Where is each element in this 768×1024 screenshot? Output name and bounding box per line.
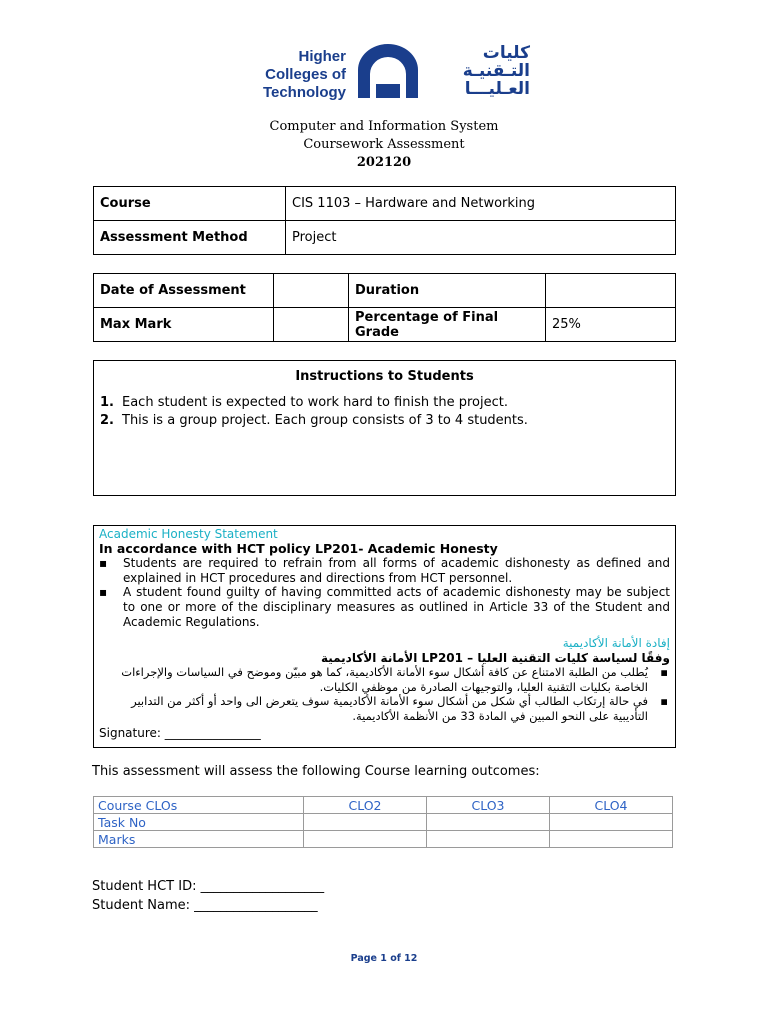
table-cell <box>427 814 550 831</box>
date-label: Date of Assessment <box>94 274 274 308</box>
logo-line: التـقنيـة <box>462 61 530 81</box>
table-cell: CLO4 <box>550 797 673 814</box>
bullet-icon: ▪ <box>99 556 108 571</box>
percentage-value: 25% <box>546 308 676 342</box>
hct-logo-icon <box>356 44 420 100</box>
bullet-icon: ▪ <box>660 665 668 680</box>
table-cell <box>550 814 673 831</box>
clo-table <box>93 796 673 848</box>
page-number: Page 1 of 12 <box>350 953 418 964</box>
bullet-icon: ▪ <box>99 585 108 600</box>
honesty-box <box>93 525 676 748</box>
logo-line: Colleges of <box>265 66 346 83</box>
table-cell <box>427 831 550 848</box>
percentage-label: Percentage of Final Grade <box>349 308 546 342</box>
instructions-box <box>93 360 676 496</box>
item-text: This is a group project. Each group consists of 3 to 4 students. <box>122 413 528 428</box>
student-id-field[interactable]: Student HCT ID: ___________________ <box>92 879 325 894</box>
arabic-title: إفادة الأمانة الأكاديمية <box>562 636 670 651</box>
table-row <box>94 814 673 831</box>
bullet-text: A student found guilty of having committed acts of academic dishonesty may be subject to one or more of the disciplinary measures as outlined in Article 33 of the Student and Academic Regulations. <box>123 585 670 629</box>
max-mark-value <box>274 308 349 342</box>
heading-line: Coursework Assessment <box>303 137 465 152</box>
bullet-icon: ▪ <box>660 694 668 709</box>
instructions-list <box>94 394 675 430</box>
list-item <box>99 694 670 723</box>
method-label: Assessment Method <box>94 221 286 255</box>
logo-line: Higher <box>298 48 346 65</box>
duration-label: Duration <box>349 274 546 308</box>
grade-table <box>93 273 676 342</box>
list-item <box>99 665 670 694</box>
student-name-field[interactable]: Student Name: ___________________ <box>92 898 318 913</box>
list-item <box>99 585 670 629</box>
outcomes-intro: This assessment will assess the following Course learning outcomes: <box>92 764 540 779</box>
table-cell <box>304 831 427 848</box>
item-text: Each student is expected to work hard to finish the project. <box>122 395 508 410</box>
heading-line: Computer and Information System <box>269 119 499 134</box>
table-row <box>94 797 673 814</box>
bullet-text: يُطلب من الطلبة الامتناع عن كافة أشكال سوء الأمانة الأكاديمية، كما هو مبيّن وموضح في السياسات والإجراءات الخاصة بكليات التقنية العليا، والتوجيهات الصادرة من موظفي الكليات. <box>121 665 648 694</box>
bullet-text: في حالة إرتكاب الطالب أي شكل من أشكال سوء الأمانة الأكاديمية سوف يتعرض الى واحد أو أكثر من التدابير التأديبية على النحو المبين في المادة 33 من الأنظمة الأكاديمية. <box>131 694 648 723</box>
bullet-text: Students are required to refrain from all forms of academic dishonesty as defined and explained in HCT procedures and directions from HCT personnel. <box>123 556 670 585</box>
list-item <box>94 394 675 412</box>
course-table <box>93 186 676 255</box>
logo-line: كليات <box>482 43 530 63</box>
heading-term: 202120 <box>356 155 412 170</box>
honesty-title: Academic Honesty Statement <box>99 527 278 541</box>
course-label: Course <box>94 187 286 221</box>
date-value <box>274 274 349 308</box>
table-cell: CLO2 <box>304 797 427 814</box>
table-cell: Course CLOs <box>94 797 304 814</box>
logo-arabic-text <box>428 44 530 98</box>
duration-value <box>546 274 676 308</box>
table-row <box>94 831 673 848</box>
course-value: CIS 1103 – Hardware and Networking <box>286 187 676 221</box>
signature-line: Signature: ________________ <box>99 726 261 741</box>
logo-line: Technology <box>262 84 346 101</box>
logo-english-text <box>242 48 346 102</box>
student-info <box>92 877 324 915</box>
item-number: 1. <box>100 395 114 410</box>
honesty-subtitle: In accordance with HCT policy LP201- Academic Honesty <box>99 540 498 556</box>
arabic-subtitle: وفقًا لسياسة كليات التقنية العليا – LP201 الأمانة الأكاديمية <box>320 650 670 665</box>
table-cell: Task No <box>94 814 304 831</box>
table-cell <box>550 831 673 848</box>
arabic-section <box>99 636 670 723</box>
list-item <box>94 412 675 430</box>
document-heading <box>0 118 768 172</box>
method-value: Project <box>286 221 676 255</box>
table-cell: CLO3 <box>427 797 550 814</box>
logo-line: العـليـــا <box>464 79 530 99</box>
table-cell: Marks <box>94 831 304 848</box>
list-item <box>99 556 670 585</box>
table-cell <box>304 814 427 831</box>
instructions-title: Instructions to Students <box>295 369 474 384</box>
max-mark-label: Max Mark <box>94 308 274 342</box>
item-number: 2. <box>100 413 114 428</box>
